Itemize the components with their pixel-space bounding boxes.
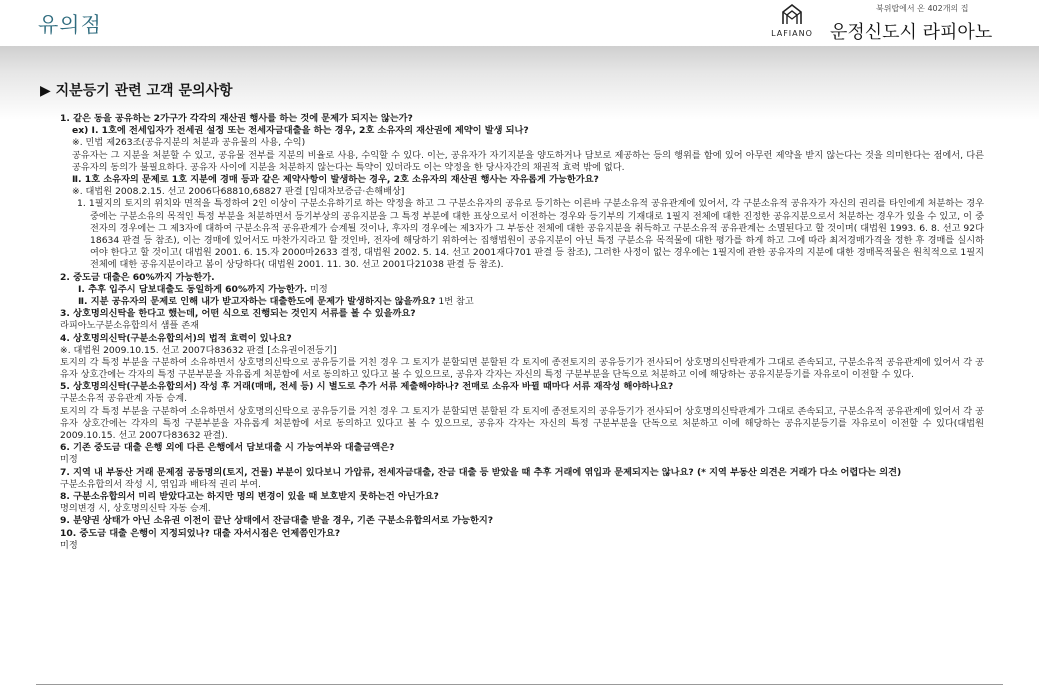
- section-title: ▶ 지분등기 관련 고객 문의사항: [40, 83, 233, 99]
- question-5-body: 토지의 각 특정 부분을 구분하여 소유하면서 상호명의신탁으로 공유등기를 거친 경우 그 토지가 분할되면 분할된 각 토지에 종전토지의 공유등기가 전사되어 상호명의신탁관계가 그대로 존속되고, 구분소유적 공유관계에 있어서 각 공유자 상호간에는 각자의 특정 구분부분을 자유롭게 처분함에 서로 동의하고 있다고 볼 수 있으므로, 공유자 각자는 자신의 특정 구분부분을 단독으로 처분하고 이에 해당하는 공유지분등기를 자유로이 이전할 수 있다(대법원 2009.10.15. 선고 2007다83632 판결).: [60, 405, 984, 442]
- faq-content: [60, 113, 984, 552]
- question-1-sub2: Ⅱ. 1호 소유자의 문제로 1호 지분에 경매 등과 같은 제약사항이 발생하는 경우, 2호 소유자의 재산권 행사는 자유롭게 가능한가요?: [72, 173, 599, 185]
- question-2-sub1: [60, 284, 980, 296]
- question-1-body: 공유자는 그 지분을 처분할 수 있고, 공유물 전부를 지분의 비율로 사용, 수익할 수 있다. 이는, 공유자가 자기지분을 양도하거나 담보로 제공하는 등의 행위를 함에 있어 아무런 제약을 받지 않는다는 것을 의미한다는 점에서, 다른 공유자의 동의가 불필요하다. 공유자 사이에 지분을 처분하지 않는다는 특약이 있더라도 이는 약정을 한 당사자간의 채권적 효력 밖에 없다.: [72, 149, 984, 173]
- question-1-note: ※. 민법 제263조(공유지분의 처분과 공유물의 사용, 수익): [72, 137, 306, 149]
- question-2-sub1-answer: 미정: [307, 283, 328, 295]
- footer-divider: [36, 684, 1003, 685]
- question-4-title: 4. 상호명의신탁(구분소유합의서)의 법적 효력이 있나요?: [60, 332, 292, 344]
- question-3-title: 3. 상호명의신탁을 한다고 했는데, 어떤 식으로 진행되는 것인지 서류를 볼 수 있을까요?: [60, 308, 416, 320]
- question-2-sub2: [60, 296, 980, 308]
- page-title: 유의점: [38, 13, 102, 37]
- brand-name: 운정신도시 라피아노: [830, 22, 993, 43]
- question-1-body2: 1. 1필지의 토지의 위치와 면적을 특정하여 2인 이상이 구분소유하기로 하는 약정을 하고 그 구분소유자의 공유로 등기하는 이른바 구분소유적 공유관계에 있어서, 각 구분소유적 공유자가 자신의 권리를 타인에게 처분하는 경우 중에는 구분소유의 목적인 특정 부분을 처분하면서 등기부상의 공유지분을 그 특정 부분에 대한 표상으로서 이전하는 경우와 등기부의 기재대로 1필지 전체에 대한 진정한 공유지분으로서 처분하는 경우가 있을 수 있고, 이 중 전자의 경우에는 그 제3자에 대하여 구분소유적 공유관계가 승계될 것이나, 후자의 경우에는 제3자가 그 부동산 전체에 대한 공유지분을 취득하고 구분소유적 공유관계는 소멸된다고 할 것이며( 대법원 1993. 6. 8. 선고 92다18634 판결 등 참조), 이는 경매에 있어서도 마찬가지라고 할 것인바, 전자에 해당하기 위하여는 집행법원이 공유지분이 아닌 특정 구분소유 목적물에 대한 평가를 하게 하고 그에 따라 최저경매가격을 정한 후 경매를 실시하여야 한다고 할 것이고( 대법원 2001. 6. 15.자 2000마2633 결정, 대법원 2002. 5. 14. 선고 2001재다701 판결 등 참조), 그러한 사정이 없는 경우에는 1필지에 관한 공유자의 지분에 대한 경매목적물은 원칙적으로 1필지 전체에 대한 공유지분이라고 봄이 상당하다( 대법원 2001. 11. 30. 선고 2001다21038 판결 등 참조).: [77, 198, 984, 271]
- question-7-answer: 구분소유합의서 작성 시, 엮입과 배타적 권리 부여.: [60, 478, 261, 490]
- question-10-answer: 미정: [60, 539, 78, 551]
- brand-logo: [762, 2, 822, 40]
- question-4-note: ※. 대법원 2009.10.15. 선고 2007다83632 판결 [소유권이전등기]: [60, 344, 337, 356]
- question-5-answer: 구분소유적 공유관계 자동 승계.: [60, 393, 188, 405]
- question-2-title: 2. 중도금 대출은 60%까지 가능한가.: [60, 271, 215, 283]
- question-7-title: 7. 지역 내 부동산 거래 문제점 공동명의(토지, 건물) 부분이 있다보니 가압류, 전세자금대출, 잔금 대출 등 받았을 때 추후 거래에 엮입과 문제되지는 않나요? (* 지역 부동산 의견은 거래가 다소 어렵다는 의견): [60, 466, 902, 478]
- question-1-note2: ※. 대법원 2008.2.15. 선고 2006다68810,68827 판결 [임대차보증금·손해배상]: [72, 186, 405, 198]
- page-header: [0, 0, 1039, 48]
- question-5-title: 5. 상호명의신탁(구분소유합의서) 작성 후 거래(매매, 전세 등) 시 별도로 추가 서류 제출해야하나? 전매로 소유자 바뀔 때마다 서류 재작성 해야하나요?: [60, 381, 674, 393]
- logo-wordmark: LAFIANO: [771, 29, 813, 38]
- question-4-body: 토지의 각 특정 부분을 구분하여 소유하면서 상호명의신탁으로 공유등기를 거친 경우 그 토지가 분할되면 분할된 각 토지에 종전토지의 공유등기가 전사되어 상호명의신탁관계가 그대로 존속되고, 구분소유적 공유관계에 있어서 각 공유자 상호간에는 각자의 특정 구분부분을 자유롭게 처분함에 서로 동의하고 있다고 볼 수 있으므로, 공유자 각자는 자신의 특정 구분부분을 단독으로 처분하고 이에 해당하는 공유지분등기를 자유로이 이전할 수 있다.: [60, 356, 984, 381]
- building-logo-icon: [780, 2, 804, 26]
- question-2-sub2-answer: 1번 참고: [435, 295, 474, 307]
- question-1-example: ex) Ⅰ. 1호에 전세입자가 전세권 설정 또는 전세자금대출을 하는 경우, 2호 소유자의 재산권에 제약이 발생 되나?: [72, 125, 529, 137]
- question-2-sub1-text: Ⅰ. 추후 입주시 담보대출도 동일하게 60%까지 가능한가.: [78, 283, 308, 295]
- brand-tagline: 북위랍에서 온 402개의 집: [876, 4, 969, 13]
- question-9-title: 9. 분양권 상태가 아닌 소유권 이전이 끝난 상태에서 잔금대출 받을 경우, 기존 구분소유합의서로 가능한지?: [60, 515, 494, 527]
- question-10-title: 10. 중도금 대출 은행이 지정되었나? 대출 자서시점은 언제쯤인가요?: [60, 527, 341, 539]
- question-6-title: 6. 기존 중도금 대출 은행 외에 다른 은행에서 담보대출 시 가능여부와 대출금액은?: [60, 442, 395, 454]
- question-8-answer: 명의변경 시, 상호명의신탁 자동 승계.: [60, 503, 211, 515]
- question-8-title: 8. 구분소유합의서 미리 받았다고는 하지만 명의 변경이 있을 때 보호받지 못하는건 아닌가요?: [60, 491, 439, 503]
- question-6-answer: 미정: [60, 454, 78, 466]
- question-1-title: 1. 같은 동을 공유하는 2가구가 각각의 재산권 행사를 하는 것에 문제가 되지는 않는가?: [60, 113, 413, 124]
- question-3-answer: 라피아노구분소유합의서 샘플 존재: [60, 320, 199, 332]
- question-2-sub2-text: Ⅱ. 지분 공유자의 문제로 인해 내가 받고자하는 대출한도에 문제가 발생하지는 않을까요?: [78, 295, 436, 307]
